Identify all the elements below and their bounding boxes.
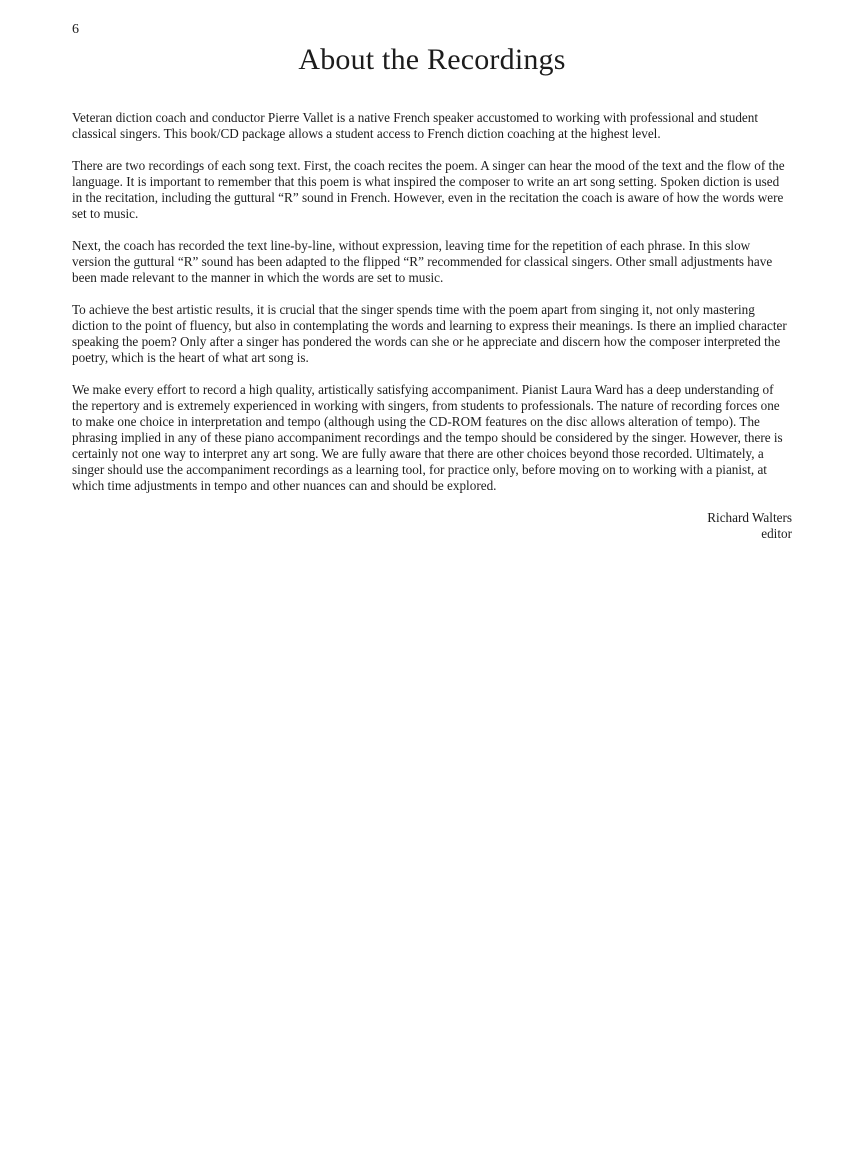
paragraph-artistic-results: To achieve the best artistic results, it is crucial that the singer spends time with the poem apart from singing it, not only mastering diction to the point of fluency, but also in contemplating the words and learning to express their meanings. Is there an implied character speaking the poem? Only after a singer has pondered the words can she or he appreciate and discern how the composer interpreted the poetry, which is the heart of what art song is.: [72, 302, 787, 365]
signature-block: [72, 510, 792, 542]
signature-role: editor: [761, 526, 792, 541]
paragraph-line-by-line: Next, the coach has recorded the text line-by-line, without expression, leaving time for the repetition of each phrase. In this slow version the guttural “R” sound has been adapted to the flipped “R” recommended for classical singers. Other small adjustments have been made relevant to the manner in which the words are set to music.: [72, 238, 773, 285]
paragraph-two-recordings: There are two recordings of each song text. First, the coach recites the poem. A singer can hear the mood of the text and the flow of the language. It is important to remember that this poem is what inspired the composer to write an art song setting. Spoken diction is used in the recitation, including the guttural “R” sound in French. However, even in the recitation the coach is aware of how the words were set to music.: [72, 158, 785, 221]
signature-name: Richard Walters: [707, 510, 792, 525]
page-number: 6: [72, 22, 79, 37]
body-text: [72, 110, 792, 542]
page-title: About the Recordings: [298, 43, 566, 76]
paragraph-accompaniment: We make every effort to record a high quality, artistically satisfying accompaniment. Pianist Laura Ward has a deep understanding of the repertory and is extremely experienced in working with singers, from students to professionals. The nature of recording forces one to make one choice in interpretation and tempo (although using the CD-ROM features on the disc allows alteration of tempo). The phrasing implied in any of these piano accompaniment recordings and the tempo should be considered by the singer. However, there is certainly not one way to interpret any art song. We are fully aware that there are other choices beyond those recorded. Ultimately, a singer should use the accompaniment recordings as a learning tool, for practice only, before moving on to working with a pianist, at which time adjustments in tempo and other nuances can and should be explored.: [72, 382, 783, 493]
paragraph-intro: Veteran diction coach and conductor Pierre Vallet is a native French speaker accustomed to working with professional and student classical singers. This book/CD package allows a student access to French diction coaching at the highest level.: [72, 110, 759, 141]
